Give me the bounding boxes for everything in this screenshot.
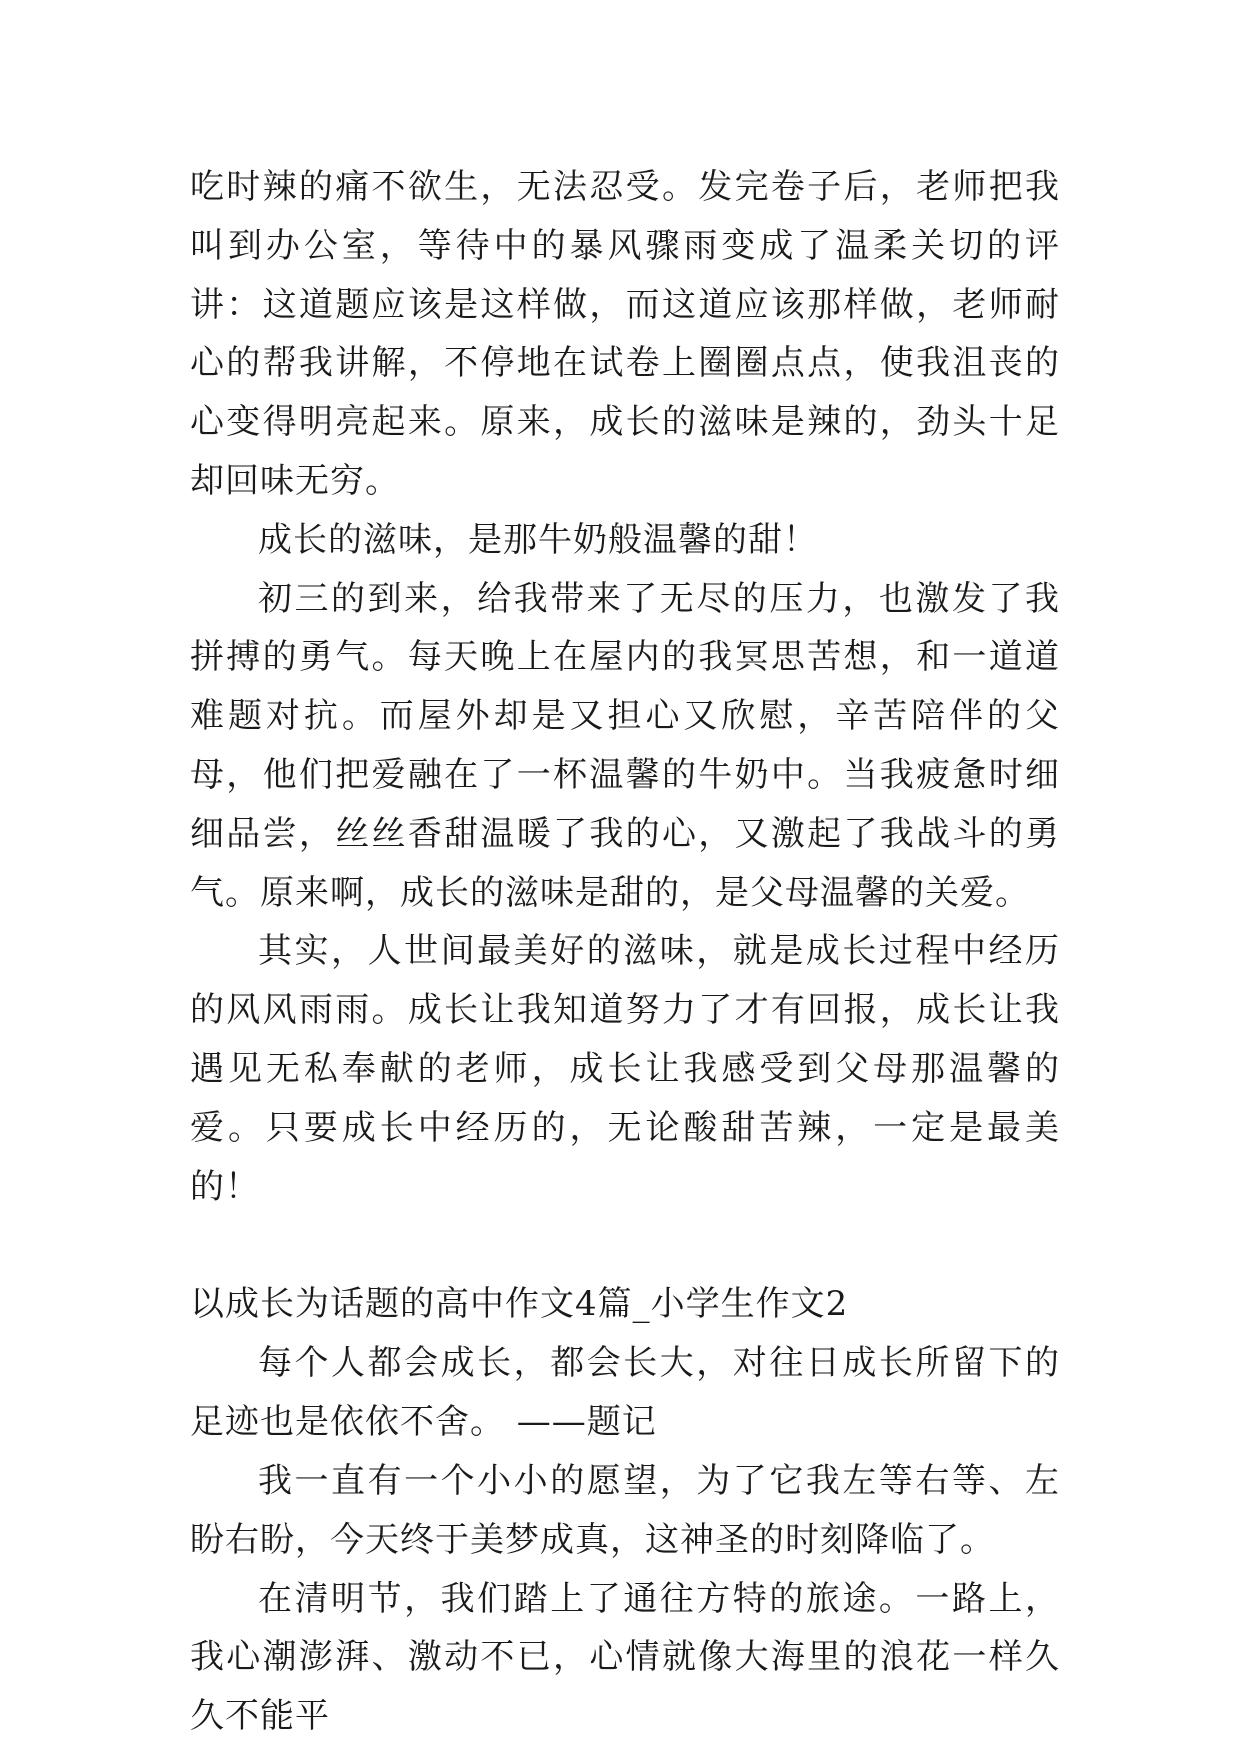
paragraph-conclusion: 其实，人世间最美好的滋味，就是成长过程中经历的风风雨雨。成长让我知道努力了才有回报，成长让我遇见无私奉献的老师，成长让我感受到父母那温馨的爱。只要成长中经历的，无论酸甜苦辣，一定是最美的！ xyxy=(190,931,1060,1207)
section-heading: 以成长为话题的高中作文4篇_小学生作文2 xyxy=(190,1284,849,1325)
section-gap xyxy=(190,1216,1060,1274)
paragraph-wish: 我一直有一个小小的愿望，为了它我左等右等、左盼右盼，今天终于美梦成真，这神圣的时刻降临了。 xyxy=(190,1460,1060,1560)
paragraph-trip: 在清明节，我们踏上了通往方特的旅途。一路上，我心潮澎湃、激动不已，心情就像大海里的浪花一样久久不能平 xyxy=(190,1578,1060,1737)
paragraph-continuation: 吃时辣的痛不欲生，无法忍受。发完卷子后，老师把我叫到办公室，等待中的暴风骤雨变成了温柔关切的评讲：这道题应该是这样做，而这道应该那样做，老师耐心的帮我讲解，不停地在试卷上圈圈点点，使我沮丧的心变得明亮起来。原来，成长的滋味是辣的，劲头十足却回味无穷。 xyxy=(190,167,1060,501)
paragraph-epigraph: 每个人都会成长，都会长大，对往日成长所留下的足迹也是依依不舍。 ——题记 xyxy=(190,1343,1060,1443)
paragraph-sweet-heading: 成长的滋味，是那牛奶般温馨的甜！ xyxy=(258,519,818,560)
document-page xyxy=(190,158,1060,1746)
paragraph-grade-three: 初三的到来，给我带来了无尽的压力，也激发了我拼搏的勇气。每天晚上在屋内的我冥思苦想，和一道道难题对抗。而屋外却是又担心又欣慰，辛苦陪伴的父母，他们把爱融在了一杯温馨的牛奶中。当我疲惫时细细品尝，丝丝香甜温暖了我的心，又激起了我战斗的勇气。原来啊，成长的滋味是甜的，是父母温馨的关爱。 xyxy=(190,578,1060,913)
